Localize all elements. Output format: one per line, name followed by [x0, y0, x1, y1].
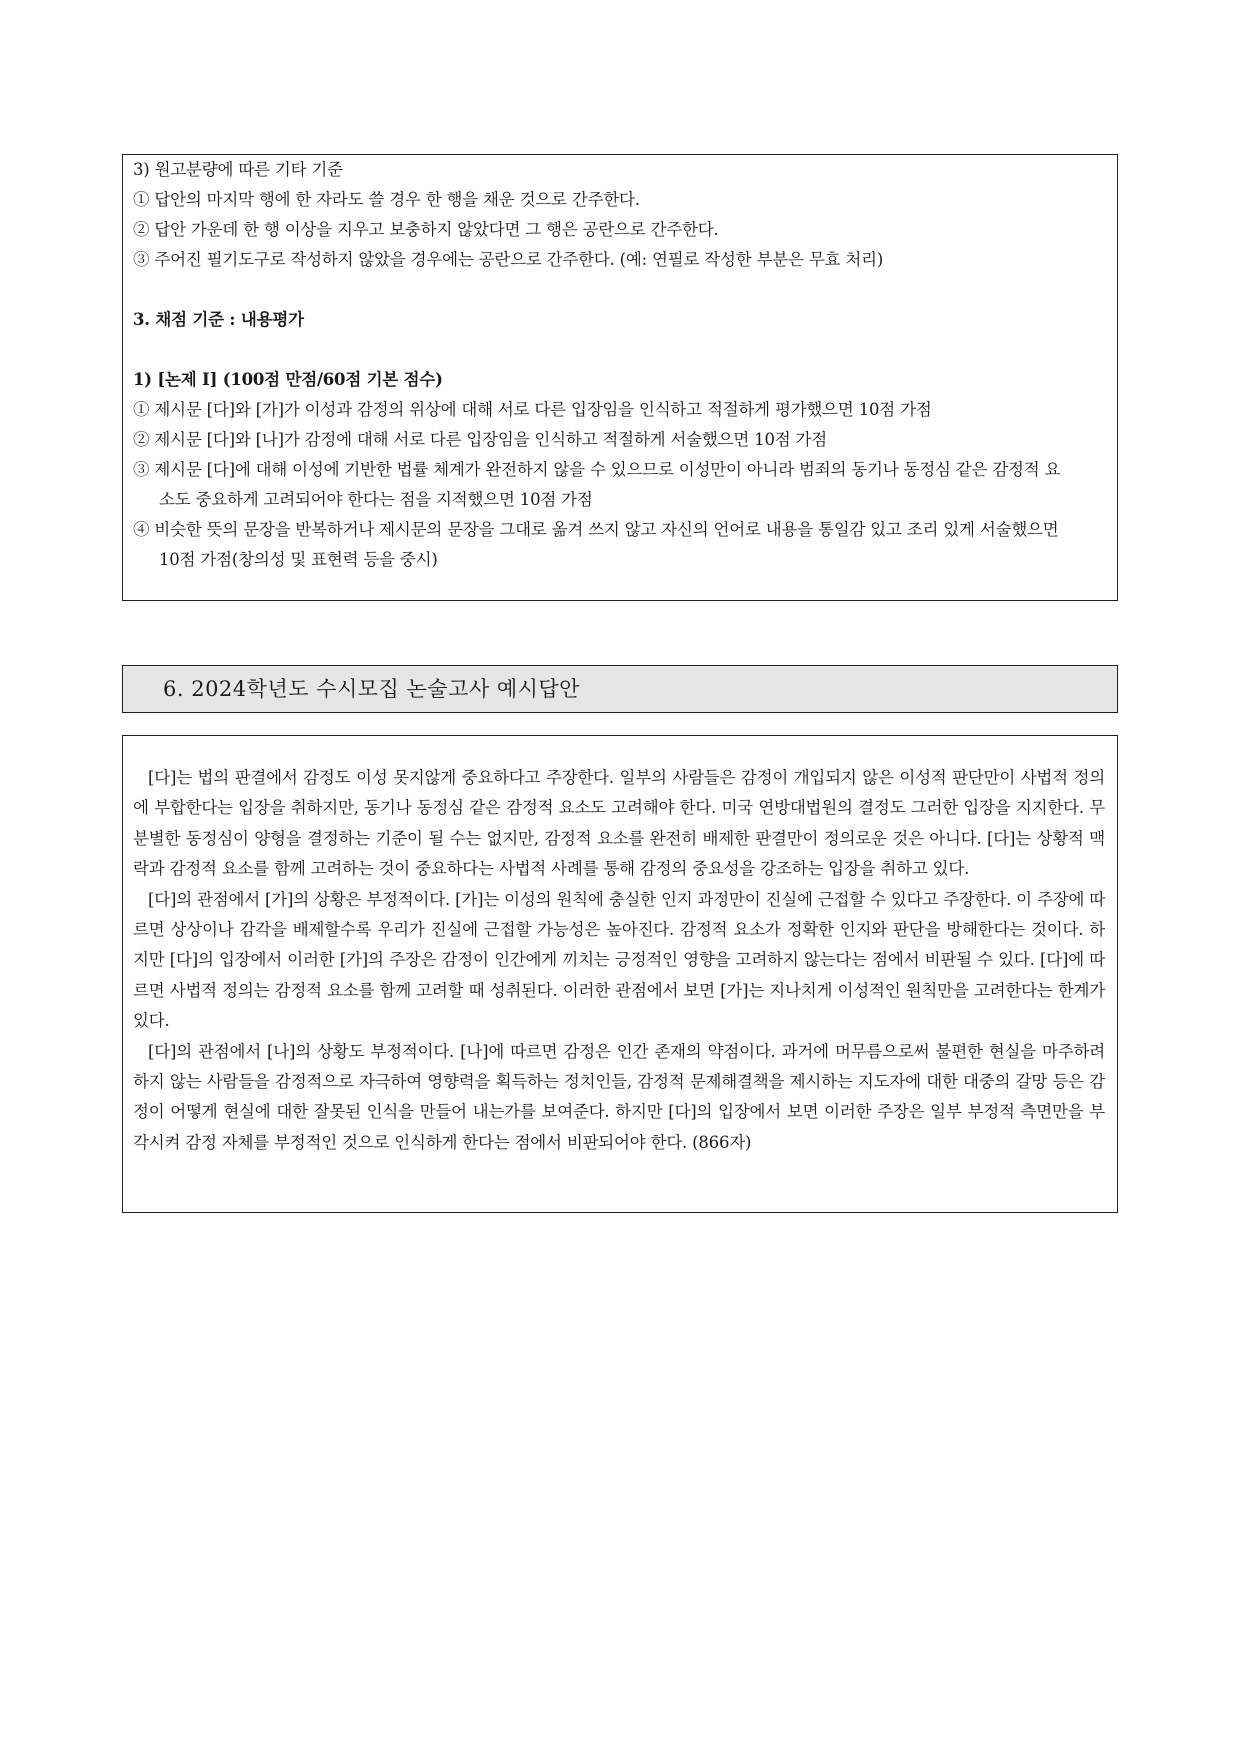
answer-paragraph: [다]의 관점에서 [가]의 상황은 부정적이다. [가]는 이성의 원칙에 충실한 인지 과정만이 진실에 근접할 수 있다고 주장한다. 이 주장에 따르면 상상이나 감각을 배제할수록 우리가 진실에 근접할 가능성은 높아진다. 감정적 요소가 정확한 인지와 판단을 방해한다는 것이다. 하지만 [다]의 입장에서 이러한 [가]의 주장은 감정이 인간에게 끼치는 긍정적인 영향을 고려하지 않는다는 점에서 비판될 수 있다. [다]에 따르면 사법적 정의는 감정적 요소를 함께 고려할 때 성취된다. 이러한 관점에서 보면 [가]는 지나치게 이성적인 원칙만을 고려한다는 한계가 있다. — [133, 889, 1105, 1031]
criterion-item: ① 제시문 [다]와 [가]가 이성과 감정의 위상에 대해 서로 다른 입장임을 인식하고 적절하게 평가했으면 10점 가점 — [133, 400, 932, 419]
spacer — [133, 275, 1105, 305]
criteria-line: ② 답안 가운데 한 행 이상을 지우고 보충하지 않았다면 그 행은 공란으로 간주한다. — [133, 220, 719, 239]
spacer — [133, 335, 1105, 365]
criteria-line: ① 답안의 마지막 행에 한 자라도 쓸 경우 한 행을 채운 것으로 간주한다. — [133, 190, 640, 209]
answer-paragraph: [다]는 법의 판결에서 감정도 이성 못지않게 중요하다고 주장한다. 일부의 사람들은 감정이 개입되지 않은 이성적 판단만이 사법적 정의에 부합한다는 입장을 취하지만, 동기나 동정심 같은 감정적 요소도 고려해야 한다. 미국 연방대법원의 결정도 그러한 입장을 지지한다. 무분별한 동정심이 양형을 결정하는 기준이 될 수는 없지만, 감정적 요소를 완전히 배제한 판결만이 정의로운 것은 아니다. [다]는 상황적 맥락과 감정적 요소를 함께 고려하는 것이 중요하다는 사법적 사례를 통해 감정의 중요성을 강조하는 입장을 취하고 있다. — [133, 768, 1105, 879]
criterion-first-line: ④ 비슷한 뜻의 문장을 반복하거나 제시문의 문장을 그대로 옮겨 쓰지 않고 자신의 언어로 내용을 통일감 있고 조리 있게 서술했으면 — [133, 520, 1059, 539]
criterion-continuation — [133, 545, 1105, 575]
criterion-cont-line: 10점 가점(창의성 및 표현력 등을 중시) — [159, 550, 438, 569]
criterion-first-line: ③ 제시문 [다]에 대해 이성에 기반한 법률 체계가 완전하지 않을 수 있으므로 이성만이 아니라 범죄의 동기나 동정심 같은 감정적 요 — [133, 460, 1061, 479]
criterion-item — [133, 515, 1105, 545]
section-heading: 6. 2024학년도 수시모집 논술고사 예시답안 — [122, 665, 1118, 713]
answer-paragraph: [다]의 관점에서 [나]의 상황도 부정적이다. [나]에 따르면 감정은 인간 존재의 약점이다. 과거에 머무름으로써 불편한 현실을 마주하려 하지 않는 사람들을 감정적으로 자극하여 영향력을 획득하는 정치인들, 감정적 문제해결책을 제시하는 지도자에 대한 대중의 갈망 등은 감정이 어떻게 현실에 대한 잘못된 인식을 만들어 내는가를 보여준다. 하지만 [다]의 입장에서 보면 이러한 주장은 일부 부정적 측면만을 부각시켜 감정 자체를 부정적인 것으로 인식하게 한다는 점에서 비판되어야 한다. (866자) — [133, 1041, 1105, 1152]
criterion-item — [133, 455, 1105, 485]
section-title: 3. 채점 기준 : 내용평가 — [133, 310, 304, 329]
criterion-item: ② 제시문 [다]와 [나]가 감정에 대해 서로 다른 입장임을 인식하고 적절하게 서술했으면 10점 가점 — [133, 430, 828, 449]
criterion-cont-line: 소도 중요하게 고려되어야 한다는 점을 지적했으면 10점 가점 — [159, 490, 593, 509]
criterion-continuation — [133, 485, 1105, 515]
criteria-line: 3) 원고분량에 따른 기타 기준 — [133, 160, 343, 179]
grading-criteria-box — [122, 154, 1118, 601]
criteria-line: ③ 주어진 필기도구로 작성하지 않았을 경우에는 공란으로 간주한다. (예: 연필로 작성한 부분은 무효 처리) — [133, 250, 884, 269]
subsection-title: 1) [논제 I] (100점 만점/60점 기본 점수) — [133, 370, 443, 389]
sample-answer-box — [122, 735, 1118, 1213]
